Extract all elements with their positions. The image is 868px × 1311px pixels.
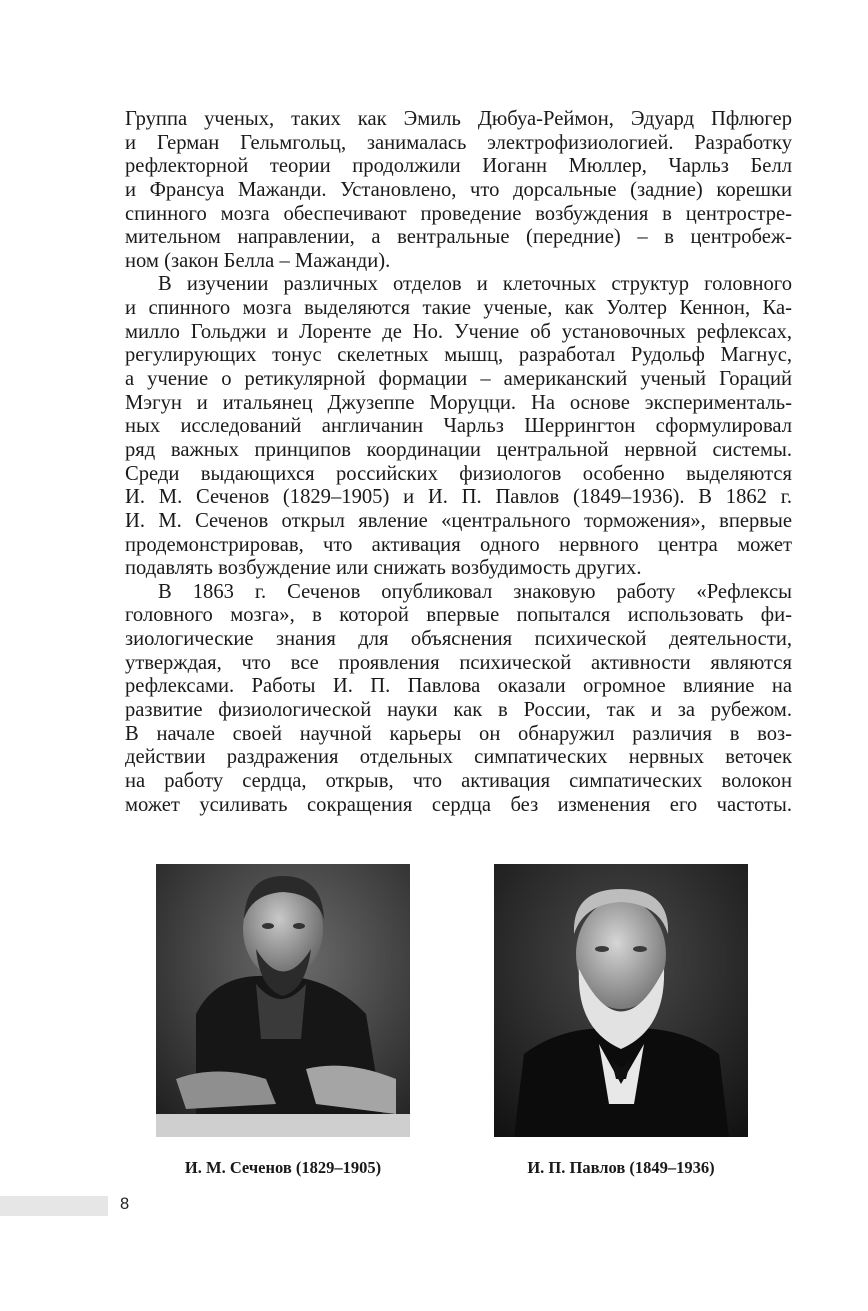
text-line: рефлекторной теории продолжили Иоганн Мюллер, Чарльз Белл [125, 155, 792, 178]
text-line: продемонстрировав, что активация одного нервного центра может [125, 533, 792, 556]
text-line: ряд важных принципов координации центральной нервной системы. [125, 438, 792, 461]
sechenov-portrait [156, 864, 410, 1137]
text-line: И. М. Сеченов (1829–1905) и И. П. Павлов (1849–1936). В 1862 г. [125, 486, 792, 509]
text-line: милло Гольджи и Лоренте де Но. Учение об установочных рефлексах, [125, 320, 792, 343]
text-line: ных исследований англичанин Чарльз Шеррингтон сформулировал [125, 415, 792, 438]
text-line: на работу сердца, открыв, что активация симпатических волокон [125, 769, 792, 792]
text-line: и Герман Гельмгольц, занималась электрофизиологией. Разработку [125, 131, 792, 154]
text-line: может усиливать сокращения сердца без изменения его частоты. [125, 793, 792, 816]
text-line: утверждая, что все проявления психической активности являются [125, 651, 792, 674]
text-line: регулирующих тонус скелетных мышц, разработал Рудольф Магнус, [125, 344, 792, 367]
text-line: ном (закон Белла – Мажанди). [125, 249, 391, 272]
text-line: рефлексами. Работы И. П. Павлова оказали огромное влияние на [125, 675, 792, 698]
text-line: В 1863 г. Сеченов опубликовал знаковую работу «Рефлексы [158, 580, 792, 603]
sechenov-portrait-image [156, 864, 410, 1137]
pavlov-portrait-image [494, 864, 748, 1137]
text-line: головного мозга», в которой впервые попытался использовать фи- [125, 604, 792, 627]
text-line: подавлять возбуждение или снижать возбудимость других. [125, 557, 642, 580]
pavlov-caption: И. П. Павлов (1849–1936) [527, 1158, 715, 1177]
body-text [125, 108, 792, 817]
text-line: действии раздражения отдельных симпатических нервных веточек [125, 746, 792, 769]
page-number-bar [0, 1196, 108, 1216]
text-line: и Франсуа Мажанди. Установлено, что дорсальные (задние) корешки [125, 178, 792, 201]
text-line: зиологические знания для объяснения психической деятельности, [125, 628, 792, 651]
text-line: Среди выдающихся российских физиологов особенно выделяются [125, 462, 792, 485]
pavlov-portrait [494, 864, 748, 1137]
text-line: В начале своей научной карьеры он обнаружил различия в воз- [125, 722, 792, 745]
sechenov-caption: И. М. Сеченов (1829–1905) [184, 1158, 382, 1177]
text-line: В изучении различных отделов и клеточных структур головного [158, 273, 792, 296]
page-number: 8 [120, 1195, 130, 1213]
text-line: а учение о ретикулярной формации – американский ученый Гораций [125, 368, 792, 391]
text-line: Мэгун и итальянец Джузеппе Моруцци. На основе эксперименталь- [125, 391, 792, 414]
text-line: И. М. Сеченов открыл явление «центрального торможения», впервые [125, 509, 792, 532]
text-line: спинного мозга обеспечивают проведение возбуждения в центростре- [125, 202, 792, 225]
text-line: развитие физиологической науки как в России, так и за рубежом. [125, 699, 792, 722]
text-line: мительном направлении, а вентральные (передние) – в центробеж- [125, 226, 792, 249]
text-line: Группа ученых, таких как Эмиль Дюбуа-Реймон, Эдуард Пфлюгер [125, 108, 792, 130]
text-line: и спинного мозга выделяются такие ученые, как Уолтер Кеннон, Ка- [125, 297, 792, 320]
